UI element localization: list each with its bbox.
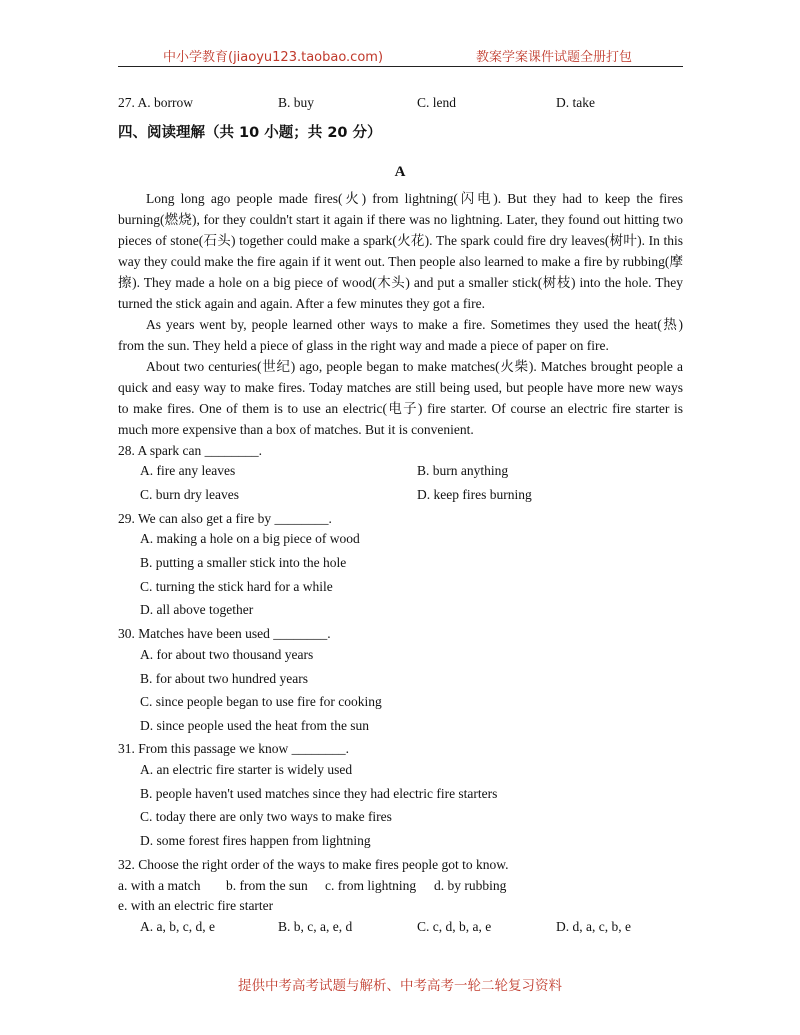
q28-option-a: A. fire any leaves (140, 463, 236, 478)
q30-option-a: A. for about two thousand years (140, 647, 314, 662)
q30-stem: 30. Matches have been used ________. (118, 626, 331, 641)
q27-option-b: B. buy (278, 95, 315, 110)
q27-option-a: 27. A. borrow (118, 95, 193, 110)
paragraph-2: As years went by, people learned other ways to make a fire. Sometimes they used the heat(热) from the sun. They held a piece of glass in the right way and made a piece of paper on fire. (118, 317, 683, 353)
page-footer: 提供中考高考试题与解析、中考高考一轮二轮复习资料 (238, 978, 562, 994)
q32-item-a: a. with a match (118, 878, 201, 893)
q29-option-b: B. putting a smaller stick into the hole (140, 555, 347, 570)
q32-item-e: e. with an electric fire starter (118, 898, 274, 913)
q30-option-d: D. since people used the heat from the sun (140, 718, 370, 733)
q32-option-d: D. d, a, c, b, e (556, 919, 631, 934)
q28-option-c: C. burn dry leaves (140, 487, 239, 502)
paragraph-1: Long long ago people made fires(火) from lightning(闪电). But they had to keep the fires burning(燃烧), for they couldn't start it again if there was no lightning. Later, they found out hitting two pieces of stone(石头) together could make a spark(火花). The spark could fire dry leaves(树叶). In this way they could make the fire again if it went out. Then people also learned to make a fire by rubbing(摩擦). They made a hole on a big piece of wood(木头) and put a smaller stick(树枝) into the hole. They turned the stick again and again. After a few minutes they got a fire. (118, 191, 683, 311)
q32-option-b: B. b, c, a, e, d (278, 919, 353, 934)
passage-title: A (394, 164, 406, 180)
q28-option-d: D. keep fires burning (417, 487, 532, 502)
q28-option-b: B. burn anything (417, 463, 509, 478)
q31-stem: 31. From this passage we know ________. (118, 741, 349, 756)
q32-item-c: c. from lightning (325, 878, 417, 893)
q31-option-d: D. some forest fires happen from lightning (140, 833, 371, 848)
q32-stem: 32. Choose the right order of the ways to make fires people got to know. (118, 857, 509, 872)
q32-item-d: d. by rubbing (434, 878, 507, 893)
paragraph-3: About two centuries(世纪) ago, people began to make matches(火柴). Matches brought people a quick and easy way to make fires. Today matches are still being used, but people have more new ways to make fires. One of them is to use an electric(电子) fire starter. Of course an electric fire starter is much more expensive than a box of matches. But it is convenient. (118, 359, 683, 437)
q29-stem: 29. We can also get a fire by ________. (118, 511, 332, 526)
passage-body (118, 188, 683, 440)
page-header (118, 46, 683, 67)
q29-option-a: A. making a hole on a big piece of wood (140, 531, 360, 546)
q31-option-b: B. people haven't used matches since they had electric fire starters (140, 786, 498, 801)
q32-item-b: b. from the sun (226, 878, 308, 893)
q27-option-d: D. take (556, 95, 595, 110)
q27-option-c: C. lend (417, 95, 456, 110)
q32-option-a: A. a, b, c, d, e (140, 919, 215, 934)
section-title: 四、阅读理解（共 10 小题；共 20 分） (118, 125, 382, 141)
q31-option-c: C. today there are only two ways to make fires (140, 809, 392, 824)
q29-option-c: C. turning the stick hard for a while (140, 579, 333, 594)
q32-option-c: C. c, d, b, a, e (417, 919, 492, 934)
q28-stem: 28. A spark can ________. (118, 443, 262, 458)
header-right-text: 教案学案课件试题全册打包 (476, 50, 633, 65)
header-left-text: 中小学教育(jiaoyu123.taobao.com) (163, 50, 384, 65)
q30-option-b: B. for about two hundred years (140, 671, 308, 686)
q31-option-a: A. an electric fire starter is widely used (140, 762, 353, 777)
q30-option-c: C. since people began to use fire for cooking (140, 694, 382, 709)
q29-option-d: D. all above together (140, 602, 254, 617)
